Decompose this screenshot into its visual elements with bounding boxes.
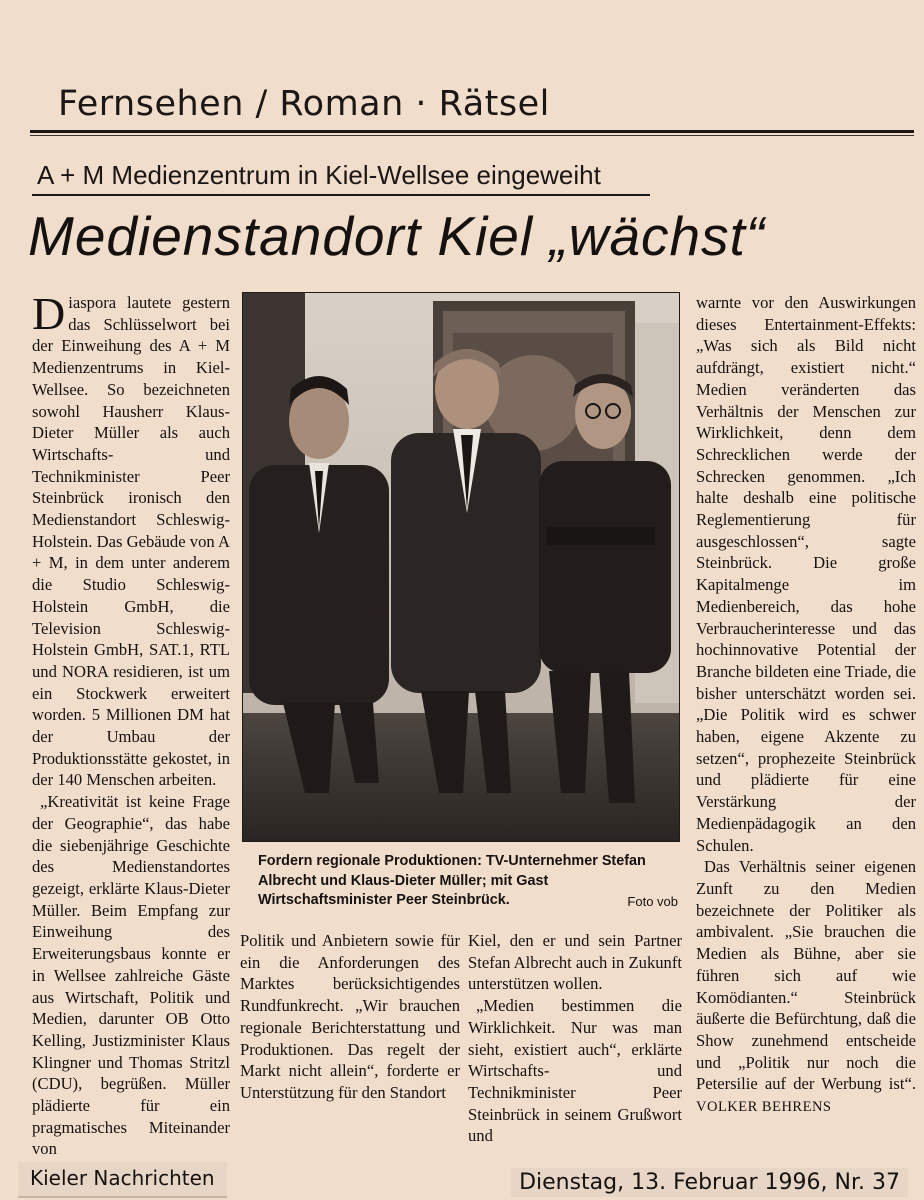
author-byline: VOLKER BEHRENS <box>696 1099 832 1116</box>
headline: Medienstandort Kiel „wächst“ <box>28 205 766 267</box>
news-photo <box>242 292 680 842</box>
article-column-3 <box>468 930 682 1147</box>
drop-cap: D <box>32 288 66 339</box>
col1-paragraph-2: „Kreativität ist keine Frage der Geographie“, das habe die siebenjährige Geschichte des Medienstandortes gezeigt, erklärte Klaus-Dieter Müller. Beim Empfang zur Einweihung des Erweiterungsbaus konnte er in Wellsee zahlreiche Gäste aus Wirtschaft, Politik und Medien, darunter OB Otto Kelling, Justizminister Klaus Klingner und Thomas Stritzl (CDU), begrüßen. Müller plädierte für ein pragmatisches Miteinander von <box>32 792 230 1159</box>
col4-paragraph-2 <box>696 856 916 1118</box>
col3-paragraph-2: „Medien bestimmen die Wirklichkeit. Nur was man sieht, existiert auch“, erklärte Wirtschafts- und Technikminister Peer Steinbrück in seinem Grußwort und <box>468 996 682 1146</box>
kicker-underline <box>32 194 650 196</box>
photo-credit: Foto vob <box>627 894 678 909</box>
kicker-line: A + M Medienzentrum in Kiel-Wellsee eingeweiht <box>37 160 601 190</box>
section-rule-thin <box>30 135 914 136</box>
photo-caption <box>258 852 678 912</box>
section-header: Fernsehen / Roman · Rätsel <box>58 84 550 124</box>
caption-text: Fordern regionale Produktionen: TV-Unternehmer Stefan Albrecht und Klaus-Dieter Müller; mit Gast Wirtschaftsminister Peer Steinbrück. <box>258 853 646 908</box>
section-rule <box>30 130 914 133</box>
col4-paragraph-1: warnte vor den Auswirkungen dieses Entertainment-Effekts: „Was sich als Bild nicht aufdrängt, existiert nicht.“ Medien veränderten das Verhältnis der Menschen zur Wirklichkeit, denn dem Schrecklichen werde der Schrecken genommen. „Ich halte deshalb eine politische Reglementierung für ausgeschlossen“, sagte Steinbrück. Die große Kapitalmenge im Medienbereich, das hohe Verbraucherinteresse und das hochinnovative Potential der Branche bildeten eine Triade, die bisher unterschätzt worden sei. „Die Politik wird es schwer haben, eigene Akzente zu setzen“, prophezeite Steinbrück und plädierte für eine Verstärkung der Medienpädagogik an den Schulen. <box>696 293 916 855</box>
source-label: Kieler Nachrichten <box>18 1162 227 1198</box>
col1-paragraph-1: iaspora lautete gestern das Schlüsselwort bei der Einweihung des A + M Medienzentrums in Kiel-Wellsee. So bezeichneten sowohl Hausherr Klaus-Dieter Müller als auch Wirtschafts- und Technikminister Peer Steinbrück ironisch den Medienstandort Schleswig-Holstein. Das Gebäude von A + M, in dem unter anderem die Studio Schleswig-Holstein GmbH, die Television Schleswig-Holstein GmbH, SAT.1, RTL und NORA residieren, ist um ein Stockwerk erweitert worden. 5 Millionen DM hat der Umbau der Produktionsstätte gekostet, in der 140 Menschen arbeiten. <box>32 293 230 790</box>
col3-paragraph-1: Kiel, den er und sein Partner Stefan Albrecht auch in Zukunft unterstützen wollen. <box>468 931 682 994</box>
col2-paragraph-1: Politik und Anbietern sowie für ein die Anforderungen des Marktes berücksichtigendes Rundfunkrecht. „Wir brauchen regionale Berichterstattung und Produktionen. Das regelt der Markt nicht allein“, forderte er Unterstützung für den Standort <box>240 931 460 1102</box>
photo-illustration <box>243 293 679 841</box>
article-column-1 <box>32 288 230 1160</box>
article-column-2 <box>240 930 460 1104</box>
col4-paragraph-2-text: Das Verhältnis seiner eigenen Zunft zu den Medien bezeichnete der Politiker als ambivalent. „Sie brauchen die Medien als Bühne, aber sie führen sich auf wie Komödianten.“ Steinbrück äußerte die Befürchtung, daß die Show zunehmend entscheide und „Politik nur noch die Petersilie auf der Werbung ist“. <box>696 857 916 1094</box>
article-column-4 <box>696 292 916 1119</box>
date-label: Dienstag, 13. Februar 1996, Nr. 37 <box>511 1168 908 1197</box>
